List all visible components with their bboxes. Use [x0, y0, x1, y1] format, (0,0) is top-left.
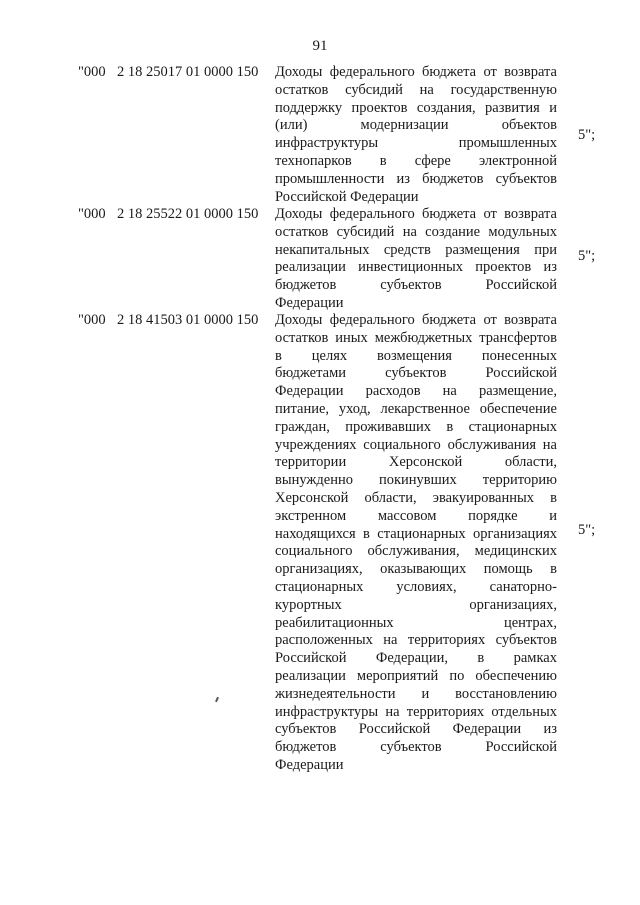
description-line: остатков иных межбюджетных трансфертов [275, 329, 557, 346]
row-kbk-code: 2 18 25017 01 0000 150 [117, 64, 259, 80]
description-line: Доходы федерального бюджета от возврата [275, 206, 557, 222]
page-number: 91 [312, 38, 328, 54]
row-kbk-code: 2 18 25522 01 0000 150 [117, 206, 259, 222]
description-line: стационарных условиях, санаторно- [275, 578, 557, 595]
description-line: расположенных на территориях субъектов [275, 632, 557, 649]
description-line: социального обслуживания, медицинских [275, 543, 557, 560]
row-description [275, 206, 557, 313]
row-kbk-code: 2 18 41503 01 0000 150 [117, 312, 259, 328]
row-description [275, 312, 557, 775]
description-line: остатков субсидий на создание модульных [275, 223, 557, 240]
description-line: Федерации расходов на размещение, [275, 383, 557, 400]
scan-speck [215, 697, 219, 702]
description-line: питание, уход, лекарственное обеспечение [275, 400, 557, 417]
description-line: Херсонской области, эвакуированных в [275, 489, 557, 506]
description-line: учреждениях социального обслуживания на [275, 436, 557, 453]
row-code-prefix: "000 [78, 206, 106, 222]
description-line: инфраструктуры промышленных [275, 135, 557, 152]
description-line: граждан, проживавших в стационарных [275, 418, 557, 435]
row-value: 5"; [578, 522, 596, 538]
description-line: субъектов Российской Федерации из [275, 721, 557, 738]
description-line: Российской Федерации [275, 188, 419, 205]
row-code-prefix: "000 [78, 312, 106, 328]
description-line: (или) модернизации объектов [275, 117, 557, 134]
row-value: 5"; [578, 248, 596, 264]
row-description [275, 64, 557, 206]
description-line: реализации мероприятий по обеспечению [275, 667, 557, 684]
description-line: реабилитационных центрах, [275, 614, 557, 631]
description-line: некапитальных средств размещения при [275, 241, 557, 258]
description-line: Федерации [275, 294, 344, 311]
description-line: технопарков в сфере электронной [275, 152, 557, 169]
description-line: Российской Федерации, в рамках [275, 650, 557, 667]
description-line: курортных организациях, [275, 596, 557, 613]
description-line: находящихся в стационарных организациях [275, 525, 557, 542]
description-line: экстренном массовом порядке и [275, 507, 557, 524]
row-value: 5"; [578, 127, 596, 143]
description-line: поддержку проектов создания, развития и [275, 99, 557, 116]
description-line: промышленности из бюджетов субъектов [275, 170, 557, 187]
description-line: реализации инвестиционных проектов из [275, 259, 557, 276]
description-line: Доходы федерального бюджета от возврата [275, 64, 557, 80]
description-line: бюджетов субъектов Российской [275, 277, 557, 294]
row-code-prefix: "000 [78, 64, 106, 80]
description-line: вынужденно покинувших территорию [275, 472, 557, 489]
description-line: в целях возмещения понесенных [275, 347, 557, 364]
description-line: бюджетов субъектов Российской [275, 739, 557, 756]
description-line: территории Херсонской области, [275, 454, 557, 471]
description-line: инфраструктуры на территориях отдельных [275, 703, 557, 720]
description-line: Федерации [275, 756, 344, 773]
description-line: остатков субсидий на государственную [275, 81, 557, 98]
description-line: организациях, оказывающих помощь в [275, 561, 557, 578]
description-line: жизнедеятельности и восстановлению [275, 685, 557, 702]
description-line: Доходы федерального бюджета от возврата [275, 312, 557, 328]
description-line: бюджетами субъектов Российской [275, 365, 557, 382]
